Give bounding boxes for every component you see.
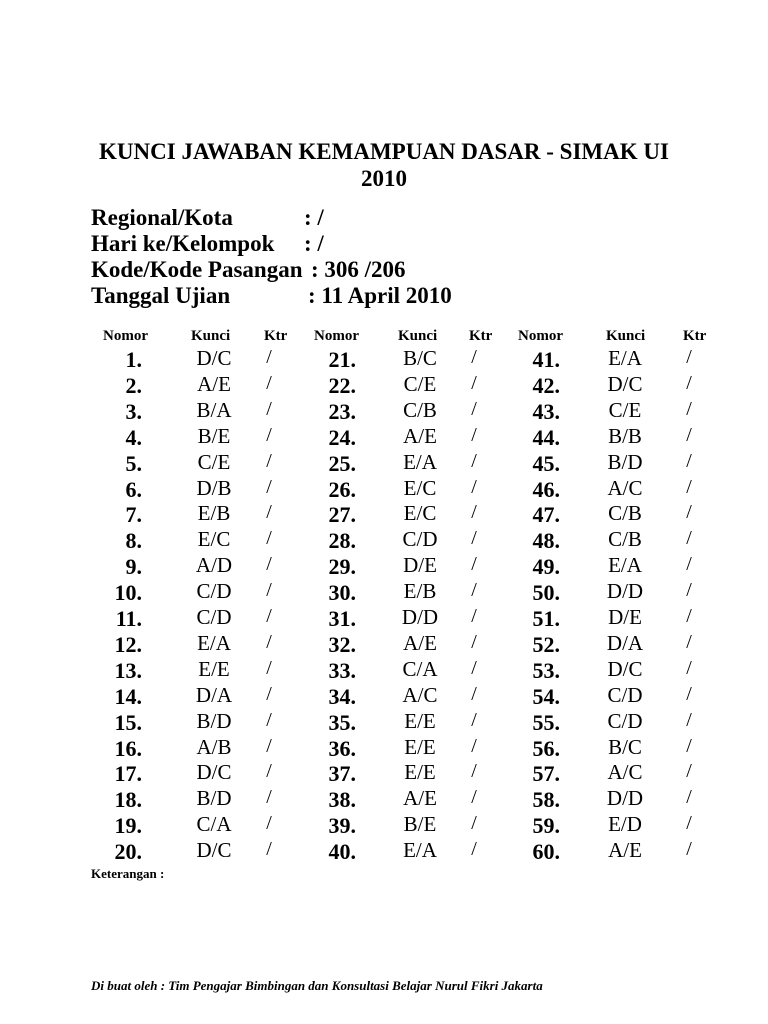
answer-key: B/D bbox=[196, 786, 232, 811]
question-number: 4. bbox=[125, 424, 142, 450]
answer-remark: / bbox=[686, 708, 692, 731]
answer-key: D/C bbox=[607, 656, 643, 681]
answer-key: D/B bbox=[196, 475, 232, 500]
answer-remark: / bbox=[686, 527, 692, 550]
info-label: Regional/Kota bbox=[91, 205, 233, 230]
answer-key: B/E bbox=[403, 812, 437, 837]
answer-key: D/D bbox=[401, 605, 439, 629]
info-value: : / bbox=[304, 231, 324, 256]
question-number: 52. bbox=[532, 631, 560, 657]
title-line-1: KUNCI JAWABAN KEMAMPUAN DASAR - SIMAK UI bbox=[99, 139, 669, 164]
question-number: 53. bbox=[532, 657, 560, 683]
answer-remark: / bbox=[471, 734, 477, 757]
answer-key: E/B bbox=[197, 501, 231, 526]
question-number: 30. bbox=[328, 580, 356, 606]
answer-key: A/E bbox=[608, 838, 642, 863]
answer-remark: / bbox=[266, 475, 272, 498]
answer-key: D/D bbox=[606, 579, 644, 604]
answer-key: E/A bbox=[403, 838, 437, 863]
question-number: 56. bbox=[532, 735, 560, 761]
answer-remark: / bbox=[471, 605, 477, 627]
question-number: 11. bbox=[115, 606, 142, 631]
answer-remark: / bbox=[471, 346, 477, 368]
answer-remark: / bbox=[471, 371, 477, 394]
answer-key: E/A bbox=[197, 630, 231, 655]
question-number: 15. bbox=[114, 709, 142, 735]
question-number: 43. bbox=[532, 398, 560, 424]
answer-remark: / bbox=[686, 371, 692, 394]
question-number: 8. bbox=[125, 528, 142, 554]
answer-remark: / bbox=[686, 760, 692, 783]
answer-key: C/D bbox=[402, 527, 438, 552]
column-header-kunci: Kunci bbox=[398, 328, 438, 344]
answer-remark: / bbox=[471, 812, 477, 835]
answer-key: D/A bbox=[195, 682, 233, 707]
question-number: 37. bbox=[328, 761, 356, 787]
question-number: 1. bbox=[125, 347, 142, 372]
column-header-kunci: Kunci bbox=[191, 328, 231, 344]
answer-key: D/C bbox=[196, 838, 232, 863]
answer-key: A/E bbox=[403, 423, 437, 448]
answer-remark: / bbox=[266, 682, 272, 705]
answer-remark: / bbox=[471, 760, 477, 783]
answer-key: C/B bbox=[608, 501, 642, 526]
answer-key: B/D bbox=[607, 449, 643, 474]
answer-key: E/A bbox=[608, 346, 642, 370]
answer-key: C/D bbox=[607, 682, 643, 707]
answer-key: E/D bbox=[608, 812, 642, 837]
answer-key: C/D bbox=[607, 708, 643, 733]
question-number: 42. bbox=[532, 372, 560, 398]
column-header-kunci: Kunci bbox=[606, 328, 646, 344]
answer-key: E/A bbox=[403, 449, 437, 474]
answer-key: A/E bbox=[403, 786, 437, 811]
answer-remark: / bbox=[471, 682, 477, 705]
question-number: 48. bbox=[532, 528, 560, 554]
info-value: : 306 /206 bbox=[311, 257, 406, 282]
question-number: 45. bbox=[532, 450, 560, 476]
question-number: 16. bbox=[114, 735, 142, 761]
question-number: 2. bbox=[125, 372, 142, 398]
info-value: : / bbox=[304, 205, 324, 230]
answer-key: B/B bbox=[608, 423, 642, 448]
note-label: Keterangan : bbox=[91, 866, 165, 881]
answer-key: D/C bbox=[196, 760, 232, 785]
answer-key: A/C bbox=[607, 475, 643, 500]
question-number: 18. bbox=[114, 787, 142, 813]
answer-remark: / bbox=[266, 812, 272, 835]
answer-key: E/E bbox=[404, 708, 436, 733]
answer-remark: / bbox=[686, 553, 692, 576]
question-number: 27. bbox=[328, 502, 356, 528]
answer-key: B/C bbox=[403, 346, 437, 370]
question-number: 35. bbox=[328, 709, 356, 735]
answer-remark: / bbox=[471, 579, 477, 602]
answer-remark: / bbox=[686, 346, 692, 368]
answer-remark: / bbox=[266, 371, 272, 394]
question-number: 51. bbox=[532, 606, 560, 631]
question-number: 9. bbox=[125, 554, 142, 580]
answer-remark: / bbox=[266, 708, 272, 731]
question-number: 21. bbox=[328, 347, 356, 372]
column-header-ktr: Ktr bbox=[683, 328, 707, 344]
question-number: 49. bbox=[532, 554, 560, 580]
answer-remark: / bbox=[266, 397, 272, 420]
question-number: 58. bbox=[532, 787, 560, 813]
question-number: 31. bbox=[328, 606, 356, 631]
answer-key: A/E bbox=[197, 371, 231, 396]
answer-key: A/C bbox=[402, 682, 438, 707]
answer-key: E/A bbox=[608, 553, 642, 578]
answer-key: C/B bbox=[608, 527, 642, 552]
question-number: 13. bbox=[114, 657, 142, 683]
column-header-nomor: Nomor bbox=[518, 328, 563, 344]
document-title bbox=[0, 138, 768, 192]
answer-key: C/E bbox=[197, 449, 231, 474]
question-number: 41. bbox=[532, 347, 560, 372]
question-number: 24. bbox=[328, 424, 356, 450]
question-number: 39. bbox=[328, 813, 356, 839]
answer-remark: / bbox=[266, 838, 272, 861]
question-number: 10. bbox=[114, 580, 142, 606]
answer-key: C/A bbox=[402, 656, 438, 681]
answer-key: A/E bbox=[403, 630, 437, 655]
answer-key: A/C bbox=[607, 760, 643, 785]
answer-remark: / bbox=[471, 553, 477, 576]
answer-remark: / bbox=[471, 475, 477, 498]
answer-remark: / bbox=[471, 501, 477, 524]
question-number: 7. bbox=[125, 502, 142, 528]
answer-remark: / bbox=[266, 656, 272, 679]
question-number: 6. bbox=[125, 476, 142, 502]
question-number: 54. bbox=[532, 683, 560, 709]
answer-remark: / bbox=[686, 423, 692, 446]
answer-remark: / bbox=[471, 449, 477, 472]
answer-key: C/E bbox=[608, 397, 642, 422]
question-number: 3. bbox=[125, 398, 142, 424]
question-number: 47. bbox=[532, 502, 560, 528]
answer-remark: / bbox=[266, 579, 272, 602]
answer-remark: / bbox=[686, 501, 692, 524]
question-number: 44. bbox=[532, 424, 560, 450]
answer-key: C/D bbox=[196, 605, 232, 629]
info-label: Kode/Kode Pasangan bbox=[91, 257, 303, 282]
answer-key: C/B bbox=[403, 397, 437, 422]
answer-remark: / bbox=[266, 760, 272, 783]
question-number: 50. bbox=[532, 580, 560, 606]
answer-key: D/A bbox=[606, 630, 644, 655]
answer-remark: / bbox=[471, 423, 477, 446]
answer-remark: / bbox=[266, 346, 272, 368]
question-number: 14. bbox=[114, 683, 142, 709]
answer-key: B/A bbox=[196, 397, 232, 422]
answer-remark: / bbox=[471, 708, 477, 731]
answer-key: A/B bbox=[196, 734, 232, 759]
info-label: Hari ke/Kelompok bbox=[91, 231, 275, 256]
column-header-nomor: Nomor bbox=[314, 328, 359, 344]
question-number: 17. bbox=[114, 761, 142, 787]
answer-remark: / bbox=[686, 734, 692, 757]
answer-key: C/A bbox=[196, 812, 232, 837]
answer-remark: / bbox=[686, 656, 692, 679]
answer-remark: / bbox=[266, 501, 272, 524]
answer-key: C/D bbox=[196, 579, 232, 604]
answer-remark: / bbox=[266, 605, 272, 627]
answer-key: D/E bbox=[608, 605, 642, 629]
answer-remark: / bbox=[266, 449, 272, 472]
question-number: 33. bbox=[328, 657, 356, 683]
answer-key: D/E bbox=[403, 553, 437, 578]
answer-remark: / bbox=[686, 786, 692, 809]
answer-key: E/E bbox=[404, 734, 436, 759]
question-number: 36. bbox=[328, 735, 356, 761]
column-header-ktr: Ktr bbox=[469, 328, 493, 344]
column-header-nomor: Nomor bbox=[103, 328, 148, 344]
answer-key: E/E bbox=[198, 656, 230, 681]
answer-remark: / bbox=[686, 579, 692, 602]
answer-remark: / bbox=[686, 397, 692, 420]
answer-remark: / bbox=[471, 527, 477, 550]
info-label: Tanggal Ujian bbox=[91, 283, 231, 308]
answer-remark: / bbox=[686, 682, 692, 705]
answer-key: D/D bbox=[606, 786, 644, 811]
question-number: 60. bbox=[532, 839, 560, 865]
answer-key: E/C bbox=[403, 501, 437, 526]
answer-remark: / bbox=[471, 786, 477, 809]
question-number: 40. bbox=[328, 839, 356, 865]
answer-key: E/C bbox=[197, 527, 231, 552]
answer-key: C/E bbox=[403, 371, 437, 396]
question-number: 29. bbox=[328, 554, 356, 580]
question-number: 59. bbox=[532, 813, 560, 839]
question-number: 12. bbox=[114, 631, 142, 657]
question-number: 57. bbox=[532, 761, 560, 787]
question-number: 25. bbox=[328, 450, 356, 476]
answer-remark: / bbox=[266, 734, 272, 757]
answer-key: E/E bbox=[404, 760, 436, 785]
column-header-ktr: Ktr bbox=[264, 328, 288, 344]
title-line-2: 2010 bbox=[361, 166, 407, 191]
answer-key: E/C bbox=[403, 475, 437, 500]
answer-key: D/C bbox=[607, 371, 643, 396]
info-value: : 11 April 2010 bbox=[308, 283, 452, 308]
question-number: 19. bbox=[114, 813, 142, 839]
question-number: 55. bbox=[532, 709, 560, 735]
answer-remark: / bbox=[686, 812, 692, 835]
answer-remark: / bbox=[686, 838, 692, 861]
question-number: 38. bbox=[328, 787, 356, 813]
question-number: 26. bbox=[328, 476, 356, 502]
answer-remark: / bbox=[471, 656, 477, 679]
answer-remark: / bbox=[471, 838, 477, 861]
question-number: 46. bbox=[532, 476, 560, 502]
answer-remark: / bbox=[686, 605, 692, 627]
answer-key: B/C bbox=[608, 734, 642, 759]
question-number: 32. bbox=[328, 631, 356, 657]
answer-key: D/C bbox=[196, 346, 232, 370]
answer-remark: / bbox=[471, 630, 477, 653]
question-number: 28. bbox=[328, 528, 356, 554]
answer-remark: / bbox=[266, 786, 272, 809]
question-number: 23. bbox=[328, 398, 356, 424]
question-number: 34. bbox=[328, 683, 356, 709]
answer-key: E/B bbox=[403, 579, 437, 604]
question-number: 22. bbox=[328, 372, 356, 398]
answer-remark: / bbox=[471, 397, 477, 420]
answer-remark: / bbox=[686, 630, 692, 653]
question-number: 20. bbox=[114, 839, 142, 865]
answer-remark: / bbox=[266, 423, 272, 446]
answer-key: A/D bbox=[195, 553, 233, 578]
answer-key: B/D bbox=[196, 708, 232, 733]
answer-remark: / bbox=[686, 449, 692, 472]
answer-remark: / bbox=[266, 553, 272, 576]
question-number: 5. bbox=[125, 450, 142, 476]
answer-key: B/E bbox=[197, 423, 231, 448]
answer-remark: / bbox=[686, 475, 692, 498]
answer-remark: / bbox=[266, 630, 272, 653]
footer-credit: Di buat oleh : Tim Pengajar Bimbingan dan Konsultasi Belajar Nurul Fikri Jakarta bbox=[91, 978, 543, 993]
answer-remark: / bbox=[266, 527, 272, 550]
